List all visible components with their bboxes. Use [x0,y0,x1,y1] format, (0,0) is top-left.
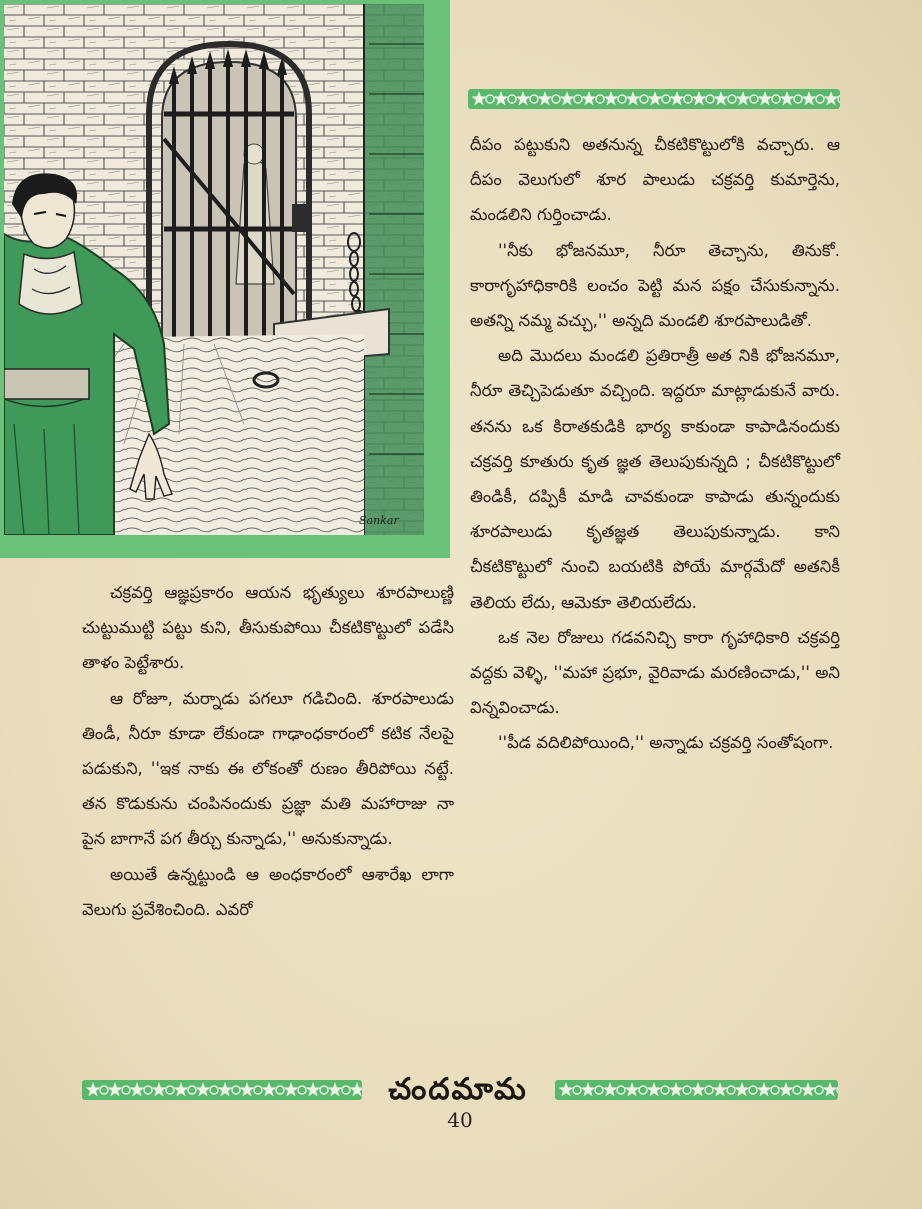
paragraph: ''పీడ వదిలిపోయింది,'' అన్నాడు చక్రవర్తి సంతోషంగా. [498,733,834,753]
page-number: 40 [447,1108,473,1132]
paragraph: ఆ రోజూ, మర్నాడు పగలూ గడిచింది. శూరపాలుడు తిండీ, నీరూ కూడా లేకుండా గాఢాంధకారంలో కటిక నేలపై పడుకుని, ''ఇక నాకు ఈ లోకంతో రుణం తీరిపోయి నట్టే. తన కొడుకును చంపినందుకు ప్రజ్ఞా మతి మహారాజు నా పైన బాగానే పగ తీర్చు కున్నాడు,'' అనుకున్నాడు. [82,688,454,849]
left-text-column [82,575,454,927]
paragraph: ''నీకు భోజనమూ, నీరూ తెచ్చాను, తినుకో. కారాగృహాధికారికి లంచం పెట్టి మన పక్షం చేసుకున్నాను. అతన్ని నమ్మ వచ్చు,'' అన్నది మండలి శూరపాలుడితో. [470,240,840,331]
paragraph: చక్రవర్తి ఆజ్ఞప్రకారం ఆయన భృత్యులు శూరపాలుణ్ణి చుట్టుముట్టి పట్టు కుని, తీసుకుపోయి చీకటికొట్టులో పడేసి తాళం పెట్టేశారు. [82,583,454,673]
footer-right-ornament [555,1078,838,1102]
paragraph: అయితే ఉన్నట్టుండి ఆ అంధకారంలో ఆశారేఖ లాగా వెలుగు ప్రవేశించింది. ఎవరో [82,864,454,919]
ornament-chain-decoration [555,1078,838,1102]
magazine-title: చందమామ [388,1072,528,1107]
paragraph: ఒక నెల రోజులు గడవనిచ్చి కారా గృహాధికారి చక్రవర్తి వద్దకు వెళ్ళి, ''మహా ప్రభూ, వైరివాడు మరణించాడు,'' అని విన్నవించాడు. [470,627,840,718]
artist-signature: Sankar [359,514,399,527]
ornament-chain-decoration [82,1078,362,1102]
footer-left-ornament [82,1078,362,1102]
prison-cell-illustration [4,4,424,535]
right-text-column [470,127,840,761]
illustration-frame [0,0,450,558]
ornament-chain-decoration [468,87,840,111]
paragraph: దీపం పట్టుకుని అతనున్న చీకటికొట్టులోకి వచ్చారు. ఆ దీపం వెలుగులో శూర పాలుడు చక్రవర్తి కుమార్తెను, మండలిని గుర్తించాడు. [470,135,840,225]
paragraph: అది మొదలు మండలి ప్రతిరాత్రీ అత నికి భోజనమూ, నీరూ తెచ్చిపెడుతూ వచ్చింది. ఇద్దరూ మాట్లాడుకునే వారు. తనను ఒక కిరాతకుడికి భార్య కాకుండా కాపాడినందుకు చక్రవర్తి కూతురు కృత జ్ఞత తెలుపుకున్నది ; చీకటికొట్టులో తిండికీ, దప్పికీ మాడి చావకుండా కాపాడు తున్నందుకు శూరపాలుడు కృతజ్ఞత తెలుపుకున్నాడు. కాని చీకటికొట్టులో నుంచి బయటికి పోయే మార్గమేదో అతనికీ తెలియ లేదు, ఆమెకూ తెలియలేదు. [470,346,840,612]
top-ornament-band [468,87,840,111]
illustration-art [4,4,424,535]
